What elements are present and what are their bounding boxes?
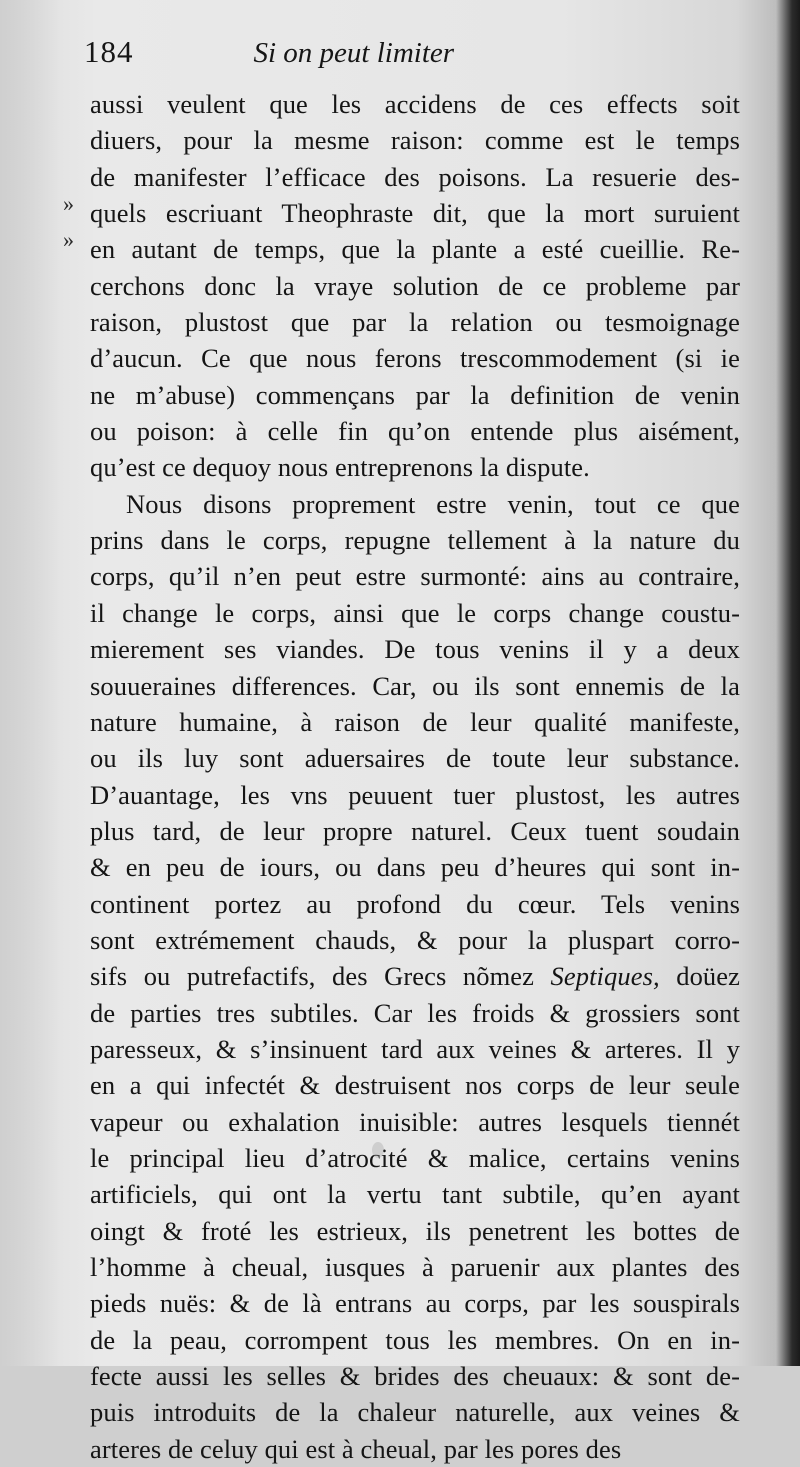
text-line — [90, 231, 740, 267]
facing-page-bleed — [0, 0, 60, 1366]
text-line — [90, 486, 740, 522]
text-line-segment: de la peau, corrompent tous les membres. On en in- — [90, 1324, 740, 1355]
text-line-segment: artificiels, qui ont la vertu tant subtile, qu’en ayant — [90, 1179, 740, 1210]
text-line — [90, 86, 740, 122]
italic-term: Septiques, — [550, 961, 660, 992]
text-line-segment: de parties tres subtiles. Car les froids & grossiers sont — [90, 997, 740, 1028]
text-line — [90, 704, 740, 740]
text-line-segment: d’aucun. Ce que nous ferons trescommodement (si ie — [90, 343, 740, 374]
text-line — [90, 813, 740, 849]
text-line-segment: en autant de temps, que la plante a esté cueillie. Re- — [90, 234, 740, 265]
text-line — [90, 413, 740, 449]
text-line — [90, 958, 740, 994]
text-line — [90, 595, 740, 631]
page-header — [84, 34, 744, 84]
text-line — [90, 1249, 740, 1285]
text-line-segment: raison, plustost que par la relation ou tesmoignage — [90, 307, 740, 338]
text-line-segment: nature humaine, à raison de leur qualité manifeste, — [90, 706, 740, 737]
text-line — [90, 1322, 740, 1358]
text-line-segment: sont extrémement chauds, & pour la pluspart corro- — [90, 924, 740, 955]
text-line-segment: de manifester l’efficace des poisons. La resuerie des- — [90, 161, 740, 192]
text-line-segment: ne m’abuse) commençans par la definition de venin — [90, 379, 740, 410]
text-line-segment: arteres de celuy qui est à cheual, par les pores des — [90, 1433, 622, 1464]
text-line-segment: doüez — [659, 961, 740, 992]
text-line — [90, 740, 740, 776]
page-number: 184 — [84, 34, 134, 69]
text-line-segment: paresseux, & s’insinuent tard aux veines & arteres. Il y — [90, 1033, 740, 1064]
text-line — [90, 1176, 740, 1212]
text-line-segment: continent portez au profond du cœur. Tels venins — [90, 888, 740, 919]
text-line — [90, 558, 740, 594]
running-title: Si on peut limiter — [253, 37, 455, 69]
text-line — [90, 1431, 740, 1467]
text-line-segment: corps, qu’il n’en peut estre surmonté: ains au contraire, — [90, 561, 740, 592]
text-line — [90, 449, 740, 485]
text-line-segment: ou poison: à celle fin qu’on entende plus aisément, — [90, 416, 740, 447]
text-line-segment: oingt & froté les estrieux, ils penetrent les bottes de — [90, 1215, 740, 1246]
text-line — [90, 922, 740, 958]
text-line-segment: D’auantage, les vns peuuent tuer plustost, les autres — [90, 779, 740, 810]
text-line — [90, 1067, 740, 1103]
text-line-segment: Nous disons proprement estre venin, tout ce que — [126, 488, 740, 519]
text-line — [90, 1213, 740, 1249]
text-line-segment: pieds nuës: & de là entrans au corps, par les souspirals — [90, 1288, 740, 1319]
text-line — [90, 122, 740, 158]
text-line — [90, 304, 740, 340]
text-line-segment: souueraines differences. Car, ou ils sont ennemis de la — [90, 670, 740, 701]
text-line — [90, 886, 740, 922]
margin-quote-mark: » — [63, 227, 74, 252]
text-line — [90, 995, 740, 1031]
text-line-segment: quels escriuant Theophraste dit, que la mort suruient — [90, 198, 740, 229]
text-line-segment: il change le corps, ainsi que le corps change coustu- — [90, 597, 740, 628]
text-line — [90, 1394, 740, 1430]
text-line — [90, 340, 740, 376]
text-line-segment: mierement ses viandes. De tous venins il y a deux — [90, 634, 740, 665]
text-line — [90, 159, 740, 195]
text-line — [90, 1104, 740, 1140]
text-line — [90, 849, 740, 885]
text-line-segment: en a qui infectét & destruisent nos corps de leur seule — [90, 1070, 740, 1101]
text-line — [90, 195, 740, 231]
text-line-segment: plus tard, de leur propre naturel. Ceux tuent soudain — [90, 815, 740, 846]
text-line — [90, 1031, 740, 1067]
text-line — [90, 377, 740, 413]
ink-blot — [372, 1142, 384, 1158]
text-line-segment: le principal lieu d’atrocité & malice, certains venins — [90, 1142, 740, 1173]
text-line-segment: sifs ou putrefactifs, des Grecs nõmez — [90, 961, 551, 992]
text-line — [90, 777, 740, 813]
body-text — [90, 86, 740, 1467]
text-line-segment: diuers, pour la mesme raison: comme est le temps — [90, 125, 740, 156]
text-line-segment: prins dans le corps, repugne tellement à la nature du — [90, 525, 740, 556]
text-line-segment: cerchons donc la vraye solution de ce probleme par — [90, 270, 740, 301]
text-line-segment: & en peu de iours, ou dans peu d’heures qui sont in- — [90, 852, 740, 883]
text-line — [90, 668, 740, 704]
text-line — [90, 1285, 740, 1321]
text-line-segment: fecte aussi les selles & brides des cheuaux: & sont de- — [90, 1361, 740, 1392]
text-line-segment: l’homme à cheual, iusques à paruenir aux plantes des — [90, 1252, 740, 1282]
text-line — [90, 268, 740, 304]
text-line — [90, 1358, 740, 1394]
text-line — [90, 1140, 740, 1176]
text-line — [90, 522, 740, 558]
text-line-segment: puis introduits de la chaleur naturelle, aux veines & — [90, 1397, 740, 1428]
text-line-segment: vapeur ou exhalation inuisible: autres lesquels tiennét — [90, 1106, 740, 1137]
text-line-segment: aussi veulent que les accidens de ces effects soit — [90, 89, 740, 119]
text-line-segment: qu’est ce dequoy nous entreprenons la dispute. — [90, 452, 590, 483]
text-line-segment: ou ils luy sont aduersaires de toute leur substance. — [90, 743, 740, 774]
text-line — [90, 631, 740, 667]
margin-quote-mark: » — [63, 191, 74, 216]
